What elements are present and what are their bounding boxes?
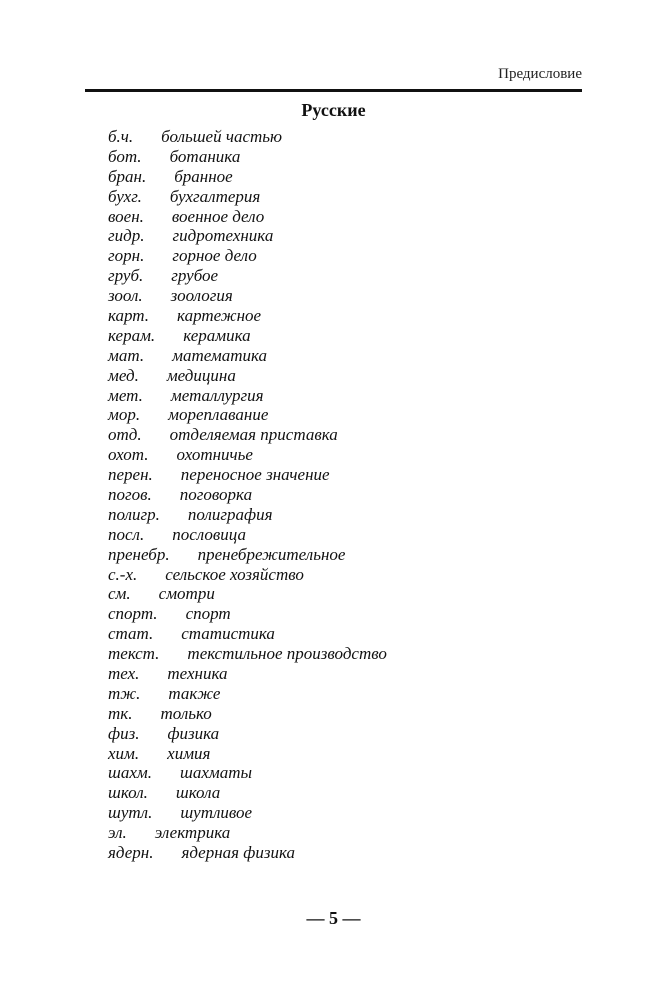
abbreviation-meaning: бухгалтерия	[169, 186, 261, 206]
abbreviation: отд.	[108, 425, 142, 445]
abbreviation-entry	[108, 425, 578, 445]
abbreviation-meaning: большей частью	[161, 126, 283, 146]
abbreviation-meaning: горное дело	[172, 246, 257, 266]
abbreviation-meaning: поговорка	[179, 484, 253, 504]
abbreviation-entry	[108, 445, 578, 465]
abbreviation-entry	[108, 604, 578, 624]
abbreviation-meaning: пренебрежительное	[197, 544, 346, 564]
abbreviation-entry	[108, 764, 578, 784]
abbreviation-meaning: полиграфия	[187, 504, 273, 524]
abbreviation-meaning: шутливое	[180, 803, 253, 823]
abbreviation-meaning: отделяемая приставка	[169, 425, 338, 445]
abbreviation-meaning: бранное	[174, 166, 233, 186]
abbreviation: воен.	[108, 206, 144, 226]
abbreviation-meaning: шахматы	[179, 763, 253, 783]
abbreviation-meaning: картежное	[177, 305, 262, 325]
abbreviation-entry	[108, 465, 578, 485]
abbreviation: школ.	[108, 783, 148, 803]
abbreviation: см.	[108, 584, 131, 604]
abbreviation-meaning: физика	[167, 723, 220, 743]
abbreviation: мед.	[108, 365, 139, 385]
abbreviation-entry	[108, 545, 578, 565]
abbreviation: ядерн.	[108, 843, 154, 863]
abbreviation-meaning: техника	[167, 664, 228, 683]
abbreviation-entry	[108, 664, 578, 684]
abbreviation: мат.	[108, 345, 145, 365]
abbreviation: с.-х.	[108, 564, 138, 584]
abbreviation: груб.	[108, 266, 144, 286]
abbreviation-meaning: охотничье	[176, 445, 253, 465]
abbreviation-meaning: химия	[167, 743, 211, 763]
abbreviation-entry	[108, 584, 578, 604]
abbreviation-meaning: текстильное производство	[187, 644, 387, 664]
abbreviation: перен.	[108, 465, 153, 485]
abbreviation: бот.	[108, 146, 142, 166]
abbreviation-entry	[108, 744, 578, 764]
abbreviation: карт.	[108, 305, 150, 325]
abbreviation: текст.	[108, 644, 160, 664]
abbreviation-meaning: также	[168, 683, 221, 703]
abbreviation-entry	[108, 286, 578, 306]
section-title: Русские	[301, 100, 366, 120]
abbreviation: эл.	[108, 823, 127, 843]
abbreviation-meaning: электрика	[154, 823, 231, 843]
abbreviation: пренебр.	[108, 544, 170, 564]
abbreviation-entry	[108, 167, 578, 187]
abbreviation-list	[108, 127, 578, 863]
abbreviation: гидр.	[108, 226, 145, 246]
abbreviation: б.ч.	[108, 126, 134, 146]
abbreviation: шутл.	[108, 803, 153, 823]
abbreviation-entry	[108, 505, 578, 525]
abbreviation: мет.	[108, 385, 143, 405]
abbreviation-entry	[108, 386, 578, 406]
abbreviation: стат.	[108, 624, 154, 644]
abbreviation-entry	[108, 684, 578, 704]
abbreviation-entry	[108, 843, 578, 863]
header-rule	[85, 89, 582, 92]
abbreviation-meaning: зоология	[170, 286, 233, 306]
abbreviation: спорт.	[108, 604, 158, 624]
abbreviation-entry	[108, 823, 578, 843]
abbreviation-meaning: керамика	[183, 325, 251, 345]
abbreviation-meaning: математика	[172, 345, 267, 365]
abbreviation-entry	[108, 127, 578, 147]
abbreviation-entry	[108, 405, 578, 425]
abbreviation-meaning: гидротехника	[172, 226, 274, 246]
abbreviation-entry	[108, 525, 578, 545]
abbreviation: погов.	[108, 484, 152, 504]
abbreviation: физ.	[108, 723, 140, 743]
abbreviation: горн.	[108, 246, 145, 266]
abbreviation: полигр.	[108, 504, 160, 524]
abbreviation: бран.	[108, 166, 147, 186]
abbreviation: зоол.	[108, 286, 143, 306]
abbreviation-meaning: грубое	[171, 266, 219, 286]
abbreviation-meaning: школа	[175, 783, 221, 803]
abbreviation-entry	[108, 246, 578, 266]
abbreviation-meaning: ядерная физика	[181, 843, 296, 863]
abbreviation: охот.	[108, 445, 149, 465]
abbreviation-entry	[108, 803, 578, 823]
abbreviation-entry	[108, 187, 578, 207]
abbreviation: тех.	[108, 664, 140, 683]
abbreviation-entry	[108, 366, 578, 386]
abbreviation-meaning: медицина	[166, 365, 236, 385]
abbreviation-entry	[108, 266, 578, 286]
abbreviation-entry	[108, 624, 578, 644]
abbreviation-entry	[108, 207, 578, 227]
abbreviation-meaning: смотри	[158, 584, 215, 604]
abbreviation-entry	[108, 783, 578, 803]
abbreviation-meaning: ботаника	[169, 146, 241, 166]
abbreviation: керам.	[108, 325, 156, 345]
abbreviation-entry	[108, 565, 578, 585]
abbreviation-meaning: мореплавание	[168, 405, 269, 425]
abbreviation-entry	[108, 326, 578, 346]
abbreviation-entry	[108, 306, 578, 326]
abbreviation-meaning: пословица	[172, 524, 246, 544]
abbreviation-entry	[108, 226, 578, 246]
abbreviation: бухг.	[108, 186, 142, 206]
abbreviation: шахм.	[108, 763, 152, 783]
abbreviation-meaning: спорт	[185, 604, 231, 624]
abbreviation: тж.	[108, 683, 141, 703]
abbreviation-meaning: переносное значение	[180, 465, 330, 485]
abbreviation-entry	[108, 704, 578, 724]
abbreviation: мор.	[108, 405, 141, 425]
abbreviation-entry	[108, 147, 578, 167]
abbreviation-entry	[108, 346, 578, 366]
abbreviation-entry	[108, 644, 578, 664]
running-header: Предисловие	[498, 66, 582, 82]
abbreviation: хим.	[108, 743, 140, 763]
abbreviation-meaning: только	[160, 703, 212, 723]
abbreviation-entry	[108, 485, 578, 505]
abbreviation-meaning: сельское хозяйство	[165, 564, 304, 584]
abbreviation: тк.	[108, 703, 133, 723]
abbreviation-meaning: статистика	[181, 624, 275, 644]
abbreviation-meaning: военное дело	[171, 206, 265, 226]
page-number: — 5 —	[306, 908, 361, 928]
abbreviation-entry	[108, 724, 578, 744]
abbreviation: посл.	[108, 524, 145, 544]
abbreviation-meaning: металлургия	[170, 385, 264, 405]
